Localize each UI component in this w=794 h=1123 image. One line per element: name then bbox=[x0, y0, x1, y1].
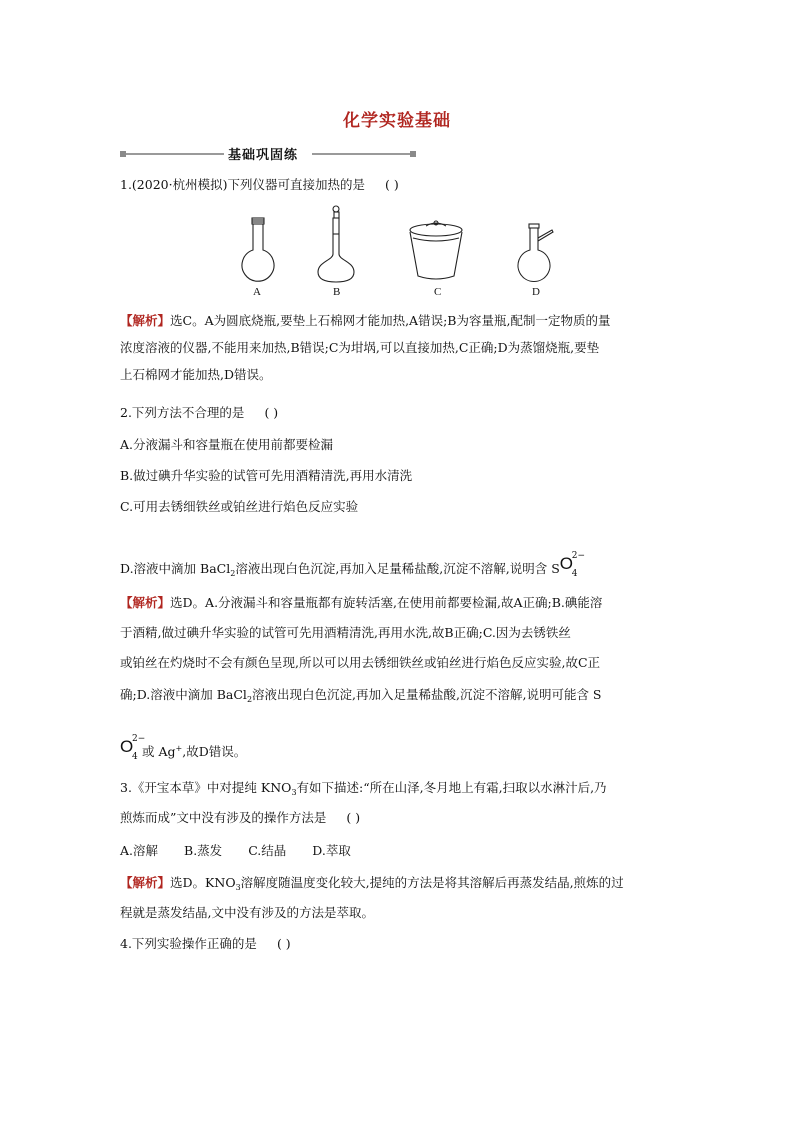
q1-label-d: D bbox=[532, 286, 540, 298]
q2-option-c: C.可用去锈细铁丝或铂丝进行焰色反应实验 bbox=[120, 499, 359, 514]
round-bottom-flask-icon bbox=[242, 218, 274, 281]
q3-stem-line-1 bbox=[120, 779, 607, 799]
section-rule-left bbox=[126, 153, 224, 155]
q3-option-d: D.萃取 bbox=[312, 843, 351, 858]
q3-s1-sub: 3 bbox=[291, 788, 297, 797]
q2-optd-sub: 2 bbox=[230, 569, 236, 578]
q4-stem-text: 4.下列实验操作正确的是 bbox=[120, 936, 257, 951]
q2-a5-sup: + bbox=[175, 744, 183, 753]
ion-o: O bbox=[120, 737, 134, 756]
q1-analysis-line-2: 浓度溶液的仪器,不能用来加热,B错误;C为坩埚,可以直接加热,C正确;D为蒸馏烧瓶,要垫 bbox=[120, 340, 600, 355]
volumetric-flask-icon bbox=[318, 206, 354, 282]
analysis-tag: 【解析】 bbox=[120, 595, 171, 610]
q2-option-b: B.做过碘升华实验的试管可先用酒精清洗,再用水清洗 bbox=[120, 468, 413, 483]
q1-stem bbox=[120, 176, 399, 194]
ion-index: 4 bbox=[571, 569, 578, 579]
q4-answer-paren: ( ) bbox=[276, 936, 291, 951]
sulfate-ion bbox=[120, 734, 146, 762]
q3-a1-post: 溶解度随温度变化较大,提纯的方法是将其溶解后再蒸发结晶,煎炼的过 bbox=[240, 875, 624, 890]
q2-analysis-line-2: 于酒精,做过碘升华实验的试管可先用酒精清洗,再用水洗,故B正确;C.因为去锈铁丝 bbox=[120, 625, 571, 640]
analysis-tag: 【解析】 bbox=[120, 313, 171, 328]
q2-a5-end: ,故D错误。 bbox=[182, 744, 247, 759]
q1-analysis-text-1: 选C。A为圆底烧瓶,要垫上石棉网才能加热,A错误;B为容量瓶,配制一定物质的量 bbox=[170, 313, 611, 328]
q3-stem-line-2 bbox=[120, 809, 360, 827]
q3-analysis-line-2: 程就是蒸发结晶,文中没有涉及的方法是萃取。 bbox=[120, 905, 374, 920]
q3-analysis-line-1 bbox=[120, 874, 624, 894]
q3-option-a: A.溶解 bbox=[120, 843, 159, 858]
q1-answer-paren: ( ) bbox=[384, 177, 399, 192]
q2-analysis-line-5 bbox=[120, 734, 247, 763]
q1-label-c: C bbox=[434, 286, 442, 298]
section-rule-right bbox=[312, 153, 410, 155]
q2-option-d bbox=[120, 551, 586, 580]
q1-analysis-line-3: 上石棉网才能加热,D错误。 bbox=[120, 367, 272, 382]
ion-o: O bbox=[559, 554, 574, 573]
q3-options bbox=[120, 842, 377, 860]
ion-index: 4 bbox=[132, 752, 138, 762]
sulfate-ion bbox=[559, 551, 586, 579]
q2-analysis-line-4 bbox=[120, 686, 602, 706]
q2-option-a: A.分液漏斗和容量瓶在使用前都要检漏 bbox=[120, 437, 334, 452]
q2-answer-paren: ( ) bbox=[264, 405, 279, 420]
q2-a5-post: 或 Ag bbox=[142, 744, 176, 759]
section-title: 基础巩固练 bbox=[228, 148, 299, 163]
q2-stem-text: 2.下列方法不合理的是 bbox=[120, 405, 245, 420]
q2-a4-post: 溶液出现白色沉淀,再加入足量稀盐酸,沉淀不溶解,说明可能含 S bbox=[252, 687, 602, 702]
ion-charge: 2− bbox=[571, 551, 586, 561]
q2-stem bbox=[120, 404, 278, 422]
q1-stem-text: 1.(2020·杭州模拟)下列仪器可直接加热的是 bbox=[120, 177, 365, 192]
section-header bbox=[120, 144, 416, 164]
q1-analysis-line-1 bbox=[120, 312, 610, 330]
document-title: 化学实验基础 bbox=[343, 111, 451, 131]
q2-analysis-line-1 bbox=[120, 594, 602, 612]
q2-a4-pre: 确;D.溶液中滴加 BaCl bbox=[120, 687, 247, 702]
q2-analysis-line-3: 或铂丝在灼烧时不会有颜色呈现,所以可以用去锈细铁丝或铂丝进行焰色反应实验,故C正 bbox=[120, 655, 601, 670]
q3-a1-pre: 选D。KNO bbox=[170, 875, 236, 890]
q2-a4-sub: 2 bbox=[246, 695, 253, 704]
q3-option-b: B.蒸发 bbox=[184, 843, 223, 858]
q3-s2-text: 煎炼而成”文中没有涉及的操作方法是 bbox=[120, 810, 327, 825]
q3-s1-post: 有如下描述:“所在山泽,冬月地上有霜,扫取以水淋汁后,乃 bbox=[296, 780, 607, 795]
q2-optd-pre: D.溶液中滴加 BaCl bbox=[120, 561, 231, 576]
q3-a1-sub: 3 bbox=[235, 883, 241, 892]
q4-stem bbox=[120, 935, 291, 953]
q3-option-c: C.结晶 bbox=[248, 843, 287, 858]
q2-analysis-text-1: 选D。A.分液漏斗和容量瓶都有旋转活塞,在使用前都要检漏,故A正确;B.碘能溶 bbox=[170, 595, 603, 610]
q1-label-a: A bbox=[253, 286, 261, 298]
section-dot-right bbox=[410, 151, 416, 157]
crucible-icon bbox=[410, 221, 462, 279]
q3-s1-pre: 3.《开宝本草》中对提纯 KNO bbox=[120, 780, 292, 795]
q1-label-b: B bbox=[333, 286, 341, 298]
ion-charge: 2− bbox=[132, 734, 146, 744]
q3-answer-paren: ( ) bbox=[346, 810, 361, 825]
analysis-tag: 【解析】 bbox=[120, 875, 171, 890]
distilling-flask-icon bbox=[518, 224, 553, 281]
q2-optd-post: 溶液出现白色沉淀,再加入足量稀盐酸,沉淀不溶解,说明含 S bbox=[235, 561, 560, 576]
